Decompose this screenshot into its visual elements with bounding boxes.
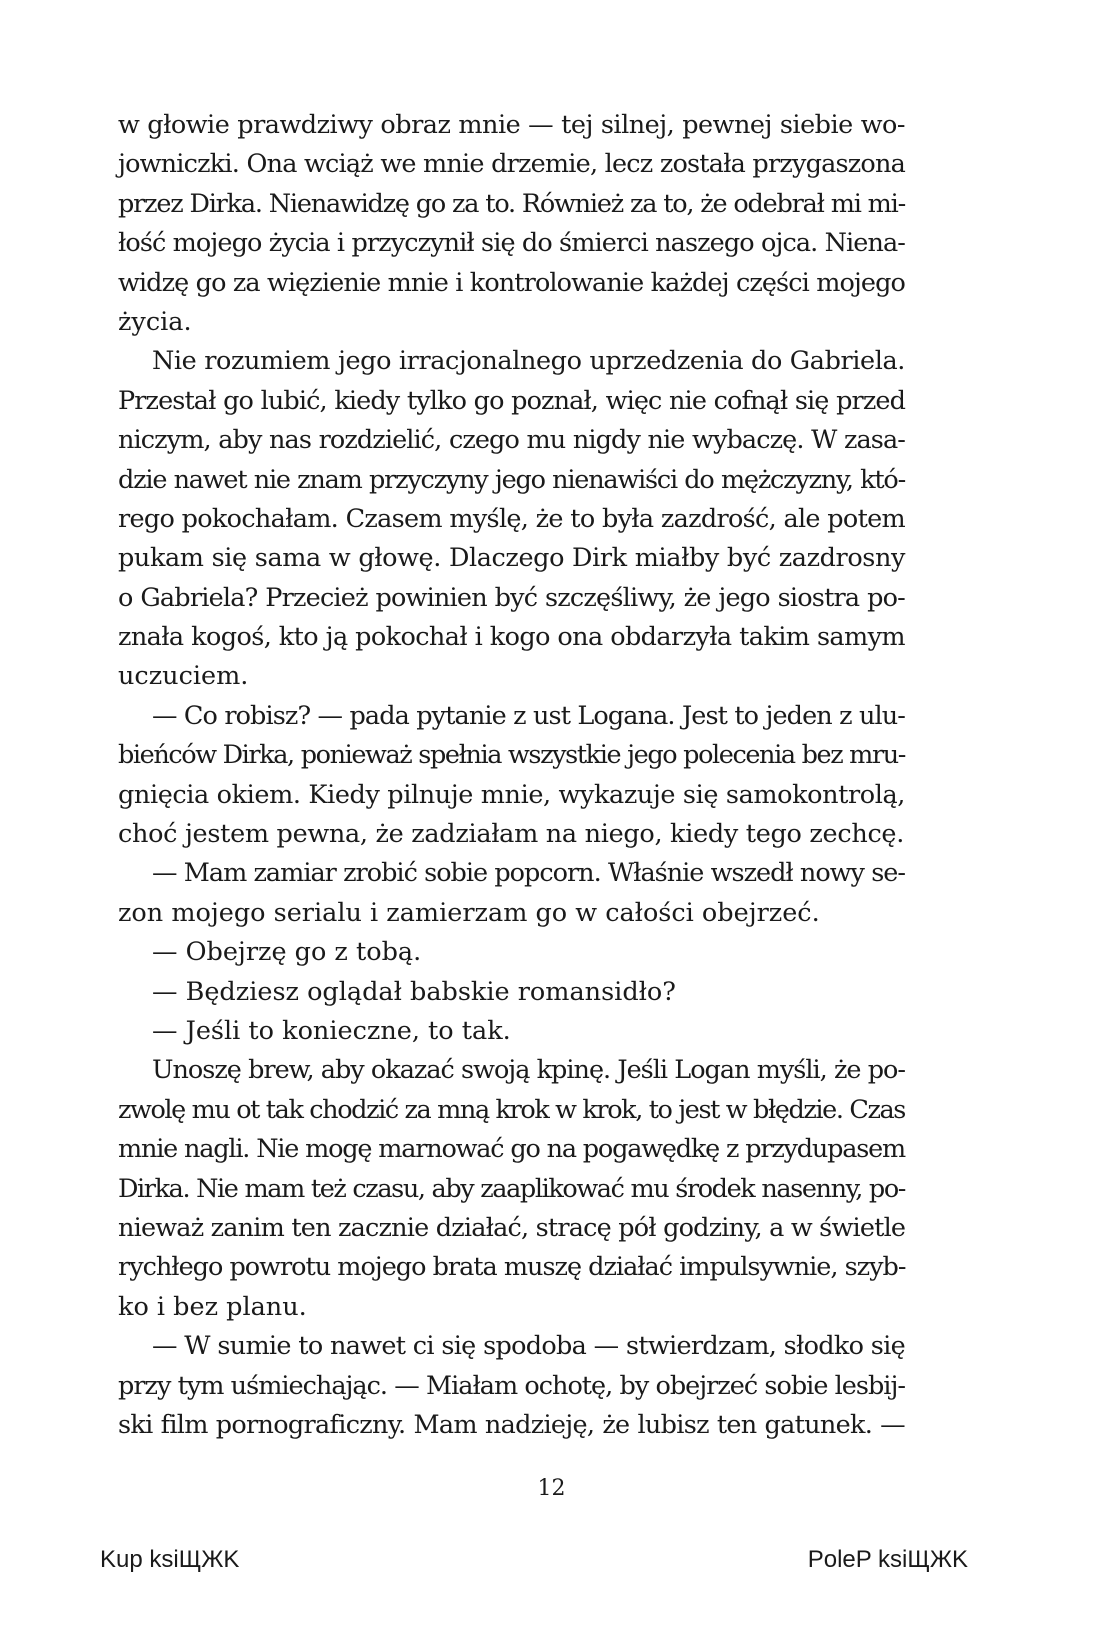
text-line: gnięcia okiem. Kiedy pilnuje mnie, wykazuje się samokontrolą, bbox=[118, 779, 905, 810]
text-line: — W sumie to nawet ci się spodoba — stwierdzam, słodko się bbox=[152, 1331, 905, 1362]
text-line: Nie rozumiem jego irracjonalnego uprzedzenia do Gabriela. bbox=[152, 346, 905, 377]
text-line: dzie nawet nie znam przyczyny jego nienawiści do mężczyzny, któ- bbox=[118, 464, 905, 495]
text-line: — Mam zamiar zrobić sobie popcorn. Właśnie wszedł nowy se- bbox=[152, 858, 905, 889]
text-line: zon mojego serialu i zamierzam go w całości obejrzeć. bbox=[118, 897, 820, 928]
text-line: widzę go za więzienie mnie i kontrolowanie każdej części mojego bbox=[118, 267, 905, 298]
text-line: nieważ zanim ten zacznie działać, stracę pół godziny, a w świetle bbox=[118, 1212, 906, 1243]
text-line: Przestał go lubić, kiedy tylko go poznał, więc nie cofnął się przed bbox=[118, 385, 905, 416]
page-number: 12 bbox=[537, 1476, 566, 1501]
text-line: zwolę mu ot tak chodzić za mną krok w krok, to jest w błędzie. Czas bbox=[118, 1094, 905, 1125]
text-line: Dirka. Nie mam też czasu, aby zaaplikować mu środek nasenny, po- bbox=[118, 1173, 905, 1204]
recommend-book-link[interactable]: PoleP ksiЩЖK bbox=[807, 1546, 968, 1573]
text-line: przez Dirka. Nienawidzę go za to. Również za to, że odebrał mi mi- bbox=[118, 188, 905, 219]
text-line: Unoszę brew, aby okazać swoją kpinę. Jeśli Logan myśli, że po- bbox=[152, 1055, 905, 1086]
text-line: mnie nagli. Nie mogę marnować go na pogawędkę z przydupasem bbox=[118, 1134, 905, 1165]
text-line: ko i bez planu. bbox=[118, 1291, 307, 1322]
text-line: życia. bbox=[118, 306, 192, 337]
text-line: — Obejrzę go z tobą. bbox=[152, 937, 422, 968]
text-line: pukam się sama w głowę. Dlaczego Dirk miałby być zazdrosny bbox=[118, 543, 905, 574]
text-line: łość mojego życia i przyczynił się do śmierci naszego ojca. Niena- bbox=[118, 228, 905, 259]
text-line: ski film pornograficzny. Mam nadzieję, że lubisz ten gatunek. — bbox=[118, 1409, 905, 1440]
text-line: — Będziesz oglądał babskie romansidło? bbox=[152, 976, 676, 1007]
page-body-text bbox=[118, 106, 905, 1445]
text-line: — Jeśli to konieczne, to tak. bbox=[152, 1015, 511, 1046]
buy-book-link[interactable]: Kup ksiЩЖK bbox=[100, 1546, 240, 1573]
text-line: niczym, aby nas rozdzielić, czego mu nigdy nie wybaczę. W zasa- bbox=[118, 425, 905, 456]
text-line: jowniczki. Ona wciąż we mnie drzemie, lecz została przygaszona bbox=[118, 149, 905, 180]
text-line: — Co robisz? — pada pytanie z ust Logana. Jest to jeden z ulu- bbox=[152, 700, 905, 731]
text-line: bieńców Dirka, ponieważ spełnia wszystkie jego polecenia bez mru- bbox=[118, 740, 905, 771]
text-line: rychłego powrotu mojego brata muszę działać impulsywnie, szyb- bbox=[118, 1252, 906, 1283]
text-line: znała kogoś, kto ją pokochał i kogo ona obdarzyła takim samym bbox=[118, 622, 905, 653]
text-line: uczuciem. bbox=[118, 661, 249, 692]
text-line: przy tym uśmiechając. — Miałam ochotę, by obejrzeć sobie lesbij- bbox=[118, 1370, 905, 1401]
text-line: o Gabriela? Przecież powinien być szczęśliwy, że jego siostra po- bbox=[118, 582, 905, 613]
text-line: choć jestem pewna, że zadziałam na niego, kiedy tego zechcę. bbox=[118, 819, 905, 850]
text-line: w głowie prawdziwy obraz mnie — tej silnej, pewnej siebie wo- bbox=[118, 110, 905, 140]
text-line: rego pokochałam. Czasem myślę, że to była zazdrość, ale potem bbox=[118, 503, 905, 534]
